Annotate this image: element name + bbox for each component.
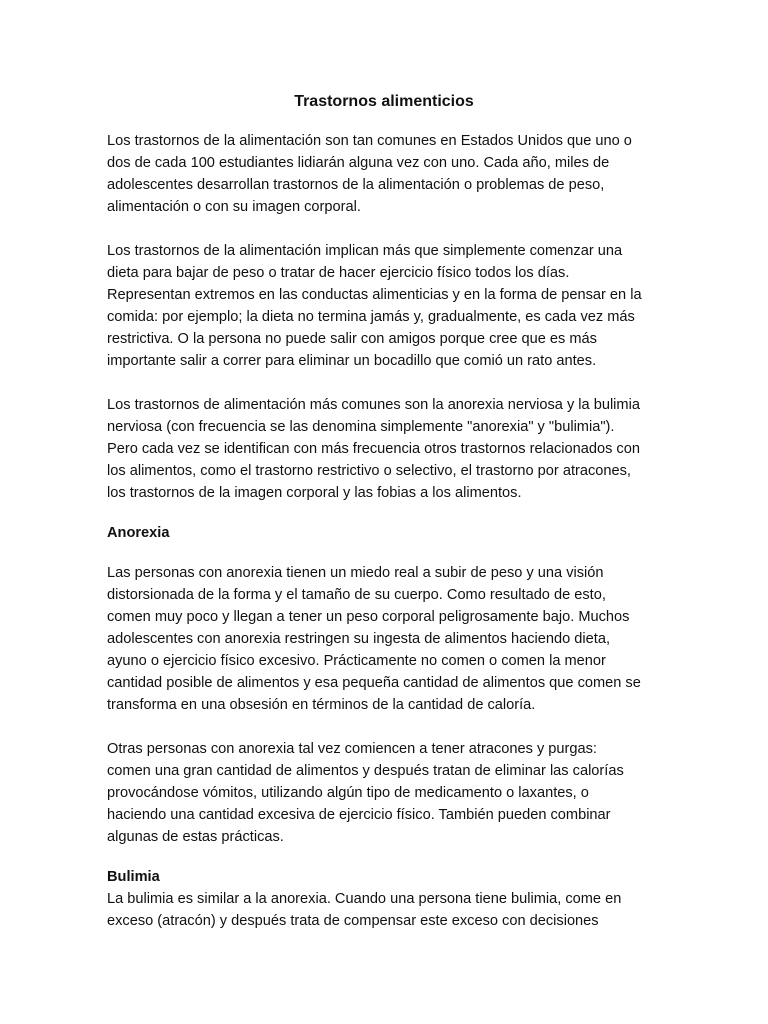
text-line: restrictiva. O la persona no puede salir con amigos porque cree que es más [107, 331, 597, 347]
text-line: importante salir a correr para eliminar un bocadillo que comió un rato antes. [107, 353, 597, 369]
document-body [107, 130, 682, 932]
text-line: los trastornos de la imagen corporal y las fobias a los alimentos. [107, 485, 522, 501]
text-line: Pero cada vez se identifican con más frecuencia otros trastornos relacionados con [107, 441, 640, 457]
document-title: Trastornos alimenticios [294, 93, 474, 110]
paragraph-bulimia [107, 888, 682, 932]
text-line: transforma en una obsesión en términos de la cantidad de caloría. [107, 697, 536, 713]
text-line: adolescentes desarrollan trastornos de la alimentación o problemas de peso, [107, 177, 605, 193]
text-line: haciendo una cantidad excesiva de ejercicio físico. También pueden combinar [107, 807, 611, 823]
text-line: Los trastornos de alimentación más comunes son la anorexia nerviosa y la bulimia [107, 397, 640, 413]
paragraph-intro [107, 130, 682, 218]
text-line: nerviosa (con frecuencia se las denomina simplemente "anorexia" y "bulimia"). [107, 419, 615, 435]
text-line: alimentación o con su imagen corporal. [107, 199, 361, 215]
text-line: distorsionada de la forma y el tamaño de su cuerpo. Como resultado de esto, [107, 587, 606, 603]
section-heading-bulimia: Bulimia [107, 869, 160, 885]
text-line: algunas de estas prácticas. [107, 829, 284, 845]
text-line: ayuno o ejercicio físico excesivo. Prácticamente no comen o comen la menor [107, 653, 606, 669]
text-line: Representan extremos en las conductas alimenticias y en la forma de pensar en la [107, 287, 642, 303]
text-line: comida: por ejemplo; la dieta no termina jamás y, gradualmente, es cada vez más [107, 309, 635, 325]
text-line: Las personas con anorexia tienen un miedo real a subir de peso y una visión [107, 565, 604, 581]
paragraph-anorexia-2 [107, 738, 682, 848]
text-line: Los trastornos de la alimentación implican más que simplemente comenzar una [107, 243, 623, 259]
text-line: los alimentos, como el trastorno restrictivo o selectivo, el trastorno por atracones, [107, 463, 631, 479]
text-line: Los trastornos de la alimentación son tan comunes en Estados Unidos que uno o [107, 133, 632, 149]
paragraph-definition [107, 240, 682, 372]
text-line: Otras personas con anorexia tal vez comiencen a tener atracones y purgas: [107, 741, 597, 757]
text-line: comen muy poco y llegan a tener un peso corporal peligrosamente bajo. Muchos [107, 609, 630, 625]
section-heading-anorexia: Anorexia [107, 525, 170, 541]
text-line: La bulimia es similar a la anorexia. Cuando una persona tiene bulimia, come en [107, 891, 622, 907]
text-line: provocándose vómitos, utilizando algún tipo de medicamento o laxantes, o [107, 785, 589, 801]
text-line: dos de cada 100 estudiantes lidiarán alguna vez con uno. Cada año, miles de [107, 155, 610, 171]
text-line: adolescentes con anorexia restringen su ingesta de alimentos haciendo dieta, [107, 631, 610, 647]
text-line: cantidad posible de alimentos y esa pequeña cantidad de alimentos que comen se [107, 675, 641, 691]
paragraph-common-disorders [107, 394, 682, 504]
text-line: dieta para bajar de peso o tratar de hacer ejercicio físico todos los días. [107, 265, 570, 281]
paragraph-anorexia-1 [107, 562, 682, 716]
text-line: exceso (atracón) y después trata de compensar este exceso con decisiones [107, 913, 599, 929]
text-line: comen una gran cantidad de alimentos y después tratan de eliminar las calorías [107, 763, 624, 779]
